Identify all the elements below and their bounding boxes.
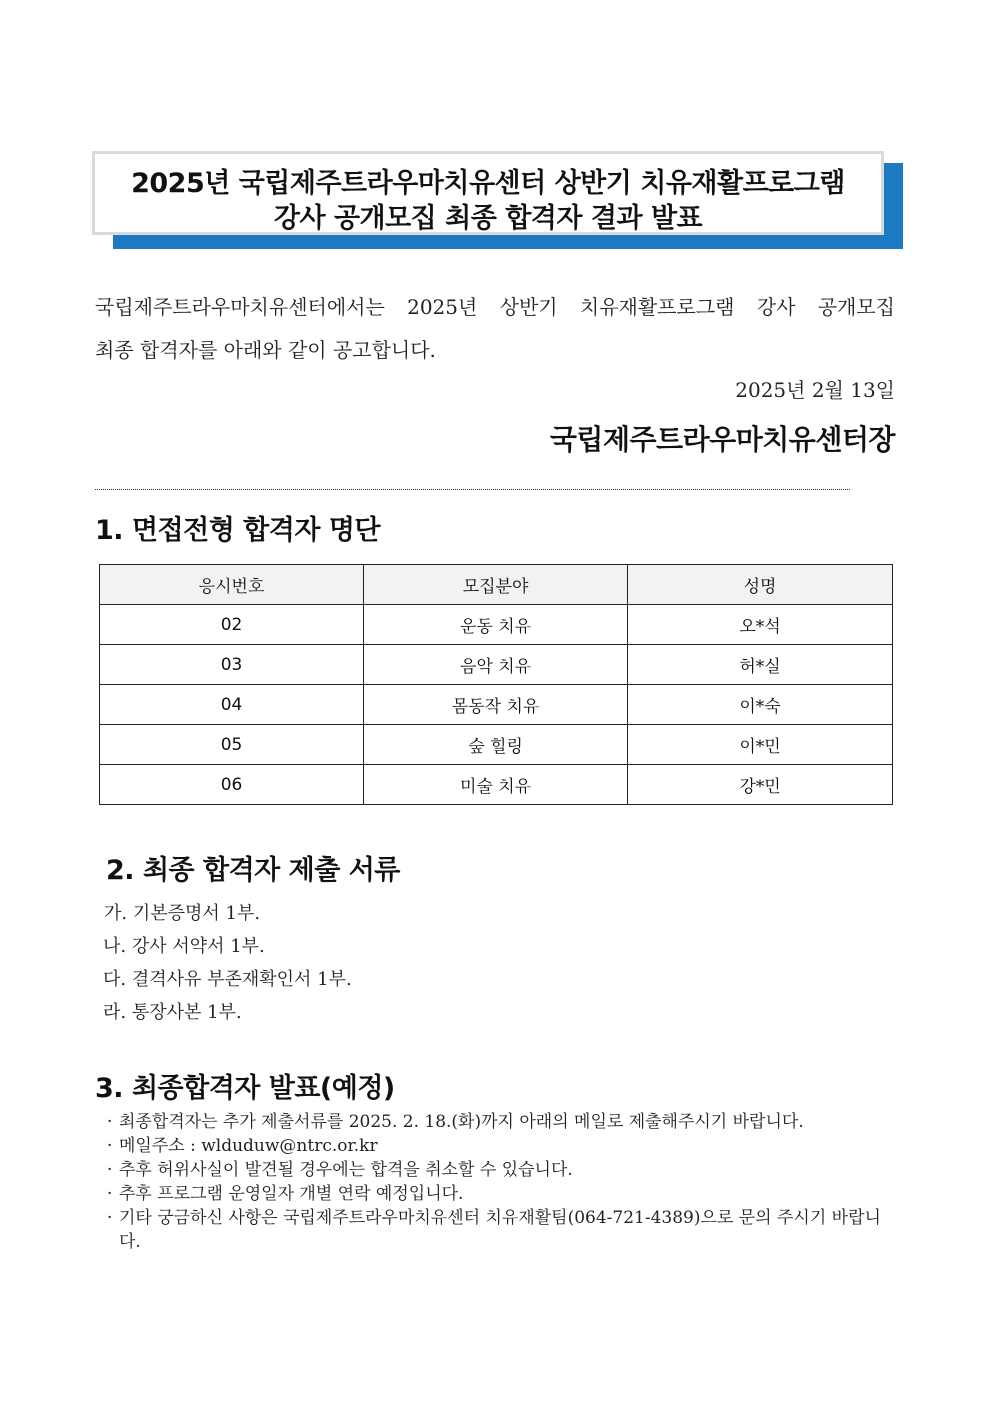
list-item: [107, 1182, 897, 1206]
title-line-1: 2025년 국립제주트라우마치유센터 상반기 치유재활프로그램: [131, 168, 845, 199]
list-item: [107, 1134, 897, 1158]
cell-name: 오*석: [628, 605, 893, 645]
cell-field: 몸동작 치유: [364, 685, 628, 725]
cell-name: 이*민: [628, 725, 893, 765]
column-header-applicant-number: 응시번호: [100, 565, 364, 605]
section-3-heading: 3. 최종합격자 발표(예정): [95, 1073, 395, 1104]
list-item: 다. 결격사유 부존재확인서 1부.: [103, 969, 352, 990]
cell-applicant-number: 03: [100, 645, 364, 685]
note-text: 추후 허위사실이 발견될 경우에는 합격을 취소할 수 있습니다.: [119, 1160, 573, 1180]
list-item: 나. 강사 서약서 1부.: [103, 936, 265, 957]
cell-applicant-number: 04: [100, 685, 364, 725]
title-line-2: 강사 공개모집 최종 합격자 결과 발표: [273, 203, 703, 234]
cell-applicant-number: 06: [100, 765, 364, 805]
cell-name: 이*숙: [628, 685, 893, 725]
cell-name: 강*민: [628, 765, 893, 805]
bullet: ·: [107, 1112, 113, 1132]
bullet: ·: [107, 1160, 113, 1180]
signature: 국립제주트라우마치유센터장: [549, 423, 895, 456]
list-item: [107, 1110, 897, 1134]
note-text: 기타 궁금하신 사항은 국립제주트라우마치유센터 치유재활팀(064-721-4389)으로 문의 주시기 바랍니다.: [119, 1208, 881, 1252]
cell-field: 미술 치유: [364, 765, 628, 805]
cell-name: 허*실: [628, 645, 893, 685]
required-documents-list: [104, 900, 352, 1032]
title-box: [92, 151, 884, 235]
list-item: [107, 1206, 897, 1254]
cell-applicant-number: 02: [100, 605, 364, 645]
column-header-field: 모집분야: [364, 565, 628, 605]
table-header-row: [100, 565, 893, 605]
table-row: [100, 765, 893, 805]
list-item: [107, 1158, 897, 1182]
intro-line-2: 최종 합격자를 아래와 같이 공고합니다.: [95, 338, 436, 362]
bullet: ·: [107, 1184, 113, 1204]
announcement-date: 2025년 2월 13일: [735, 378, 895, 402]
cell-field: 음악 치유: [364, 645, 628, 685]
table-row: [100, 685, 893, 725]
cell-applicant-number: 05: [100, 725, 364, 765]
cell-field: 숲 힐링: [364, 725, 628, 765]
bullet: ·: [107, 1208, 113, 1228]
note-text: 추후 프로그램 운영일자 개별 연락 예정입니다.: [119, 1184, 464, 1204]
note-text: 최종합격자는 추가 제출서류를 2025. 2. 18.(화)까지 아래의 메일로 제출해주시기 바랍니다.: [119, 1112, 804, 1132]
bullet: ·: [107, 1136, 113, 1156]
intro-line-1: 국립제주트라우마치유센터에서는 2025년 상반기 치유재활프로그램 강사 공개모집: [95, 295, 895, 319]
results-table: [99, 564, 893, 805]
list-item: 라. 통장사본 1부.: [103, 1002, 242, 1023]
column-header-name: 성명: [628, 565, 893, 605]
table-row: [100, 725, 893, 765]
table-row: [100, 645, 893, 685]
cell-field: 운동 치유: [364, 605, 628, 645]
dotted-divider: [95, 489, 850, 490]
section-1-heading: 1. 면접전형 합격자 명단: [95, 515, 380, 546]
note-text: 메일주소 : wlduduw@ntrc.or.kr: [119, 1136, 378, 1156]
section-2-heading: 2. 최종 합격자 제출 서류: [106, 855, 400, 886]
table-row: [100, 605, 893, 645]
final-notes-list: [107, 1110, 897, 1254]
list-item: 가. 기본증명서 1부.: [104, 903, 261, 924]
